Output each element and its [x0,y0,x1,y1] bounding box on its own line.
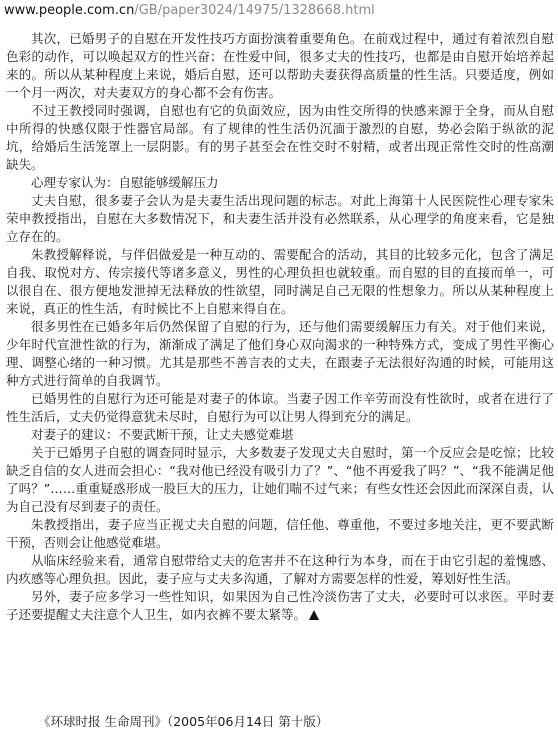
article-source: 《环球时报 生命周刊》（2005年06月14日 第十版） [38,714,329,729]
article-paragraph: 朱教授指出，妻子应当正视丈夫自慰的问题，信任他、尊重他，不要过多地关注，更不要武断干预，否则会让他感觉难堪。 [6,517,554,550]
article-paragraph: 不过王教授同时强调，自慰也有它的负面效应，因为由性交所得的快感来源于全身，而从自慰中所得的快感仅限于性器官局部。有了规律的性生活仍沉湎于激烈的自慰，势必会陷于纵欲的泥坑，给婚后生活笼罩上一层阴影。有的男子甚至会在性交时不射精，或者出现正常性交时的性高潮缺失。 [6,103,554,172]
article-body [0,22,558,624]
article-paragraph: 从临床经验来看，通常自慰带给丈夫的危害并不在这种行为本身，而在于由它引起的羞愧感、内疚感等心理负担。因此，妻子应与丈夫多沟通，了解对方需要怎样的性爱，筹划好性生活。 [6,553,554,586]
article-paragraph: 关于已婚男子自慰的调查同时显示，大多数妻子发现丈夫自慰时，第一个反应会是吃惊；比较缺乏自信的女人进而会担心：“我对他已经没有吸引力了？”、“他不再爱我了吗？”、“我不能满足他了吗？”……重重疑惑形成一股巨大的压力，让她们喘不过气来；有些女性还会因此而深深自责，认为自己没有尽到妻子的责任。 [6,445,554,514]
article-paragraph: 很多男性在已婚多年后仍然保留了自慰的行为，还与他们需要缓解压力有关。对于他们来说，少年时代宣泄性欲的行为，渐渐成了满足了他们身心双向渴求的一种特殊方式，变成了男性平衡心理、调整心绪的一种习惯。尤其是那些不善言表的丈夫，在跟妻子无法很好沟通的时候，可能用这种方式进行简单的自我调节。 [6,319,554,388]
url-path: /GB/paper3024/14975/1328668.html [134,3,375,18]
url-host: www.people.com.cn [4,3,135,18]
article-paragraph-text: 另外，妻子应多学习一些性知识，如果因为自己性冷淡伤害了丈夫，必要时可以求医。平时妻子还要提醒丈夫注意个人卫生，如内衣裤不要太紧等。 [6,589,554,622]
url-bar[interactable] [0,0,558,22]
section-heading: 对妻子的建议：不要武断干预，让丈夫感觉难堪 [31,427,294,442]
article-paragraph: 丈夫自慰，很多妻子会认为是夫妻生活出现问题的标志。对此上海第十人民医院性心理专家朱荣申教授指出，自慰在大多数情况下，和夫妻生活并没有必然联系，从心理学的角度来看，它是独立存在的。 [6,193,554,244]
article-paragraph: 已婚男性的自慰行为还可能是对妻子的体谅。当妻子因工作辛劳而没有性欲时，或者在进行了性生活后，丈夫仍觉得意犹未尽时，自慰行为可以让男人得到充分的满足。 [6,391,554,424]
end-triangle-icon [309,610,319,620]
article-paragraph: 其次，已婚男子的自慰在开发性技巧方面扮演着重要角色。在前戏过程中，通过有着浓烈自慰色彩的动作，可以唤起双方的性兴奋；在性爱中间，很多丈夫的性技巧，也都是由自慰开始培养起来的。所以从某种程度上来说，婚后自慰，还可以帮助夫妻获得高质量的性生活。只要适度，例如一个月一两次，对夫妻双方的身心都不会有伤害。 [6,31,554,100]
section-heading: 心理专家认为：自慰能够缓解压力 [31,175,219,190]
article-paragraph-last [6,588,554,624]
article-paragraph: 朱教授解释说，与伴侣做爱是一种互动的、需要配合的活动，其目的比较多元化，包含了满足自我、取悦对方、传宗接代等诸多意义，男性的心理负担也就较重。而自慰的目的直接而单一，可以很自在、很方便地发泄掉无法释放的性欲望，同时满足自己无限的性想象力。所以从某种程度上来说，真正的性生活，有时候比不上自慰来得自在。 [6,247,554,316]
